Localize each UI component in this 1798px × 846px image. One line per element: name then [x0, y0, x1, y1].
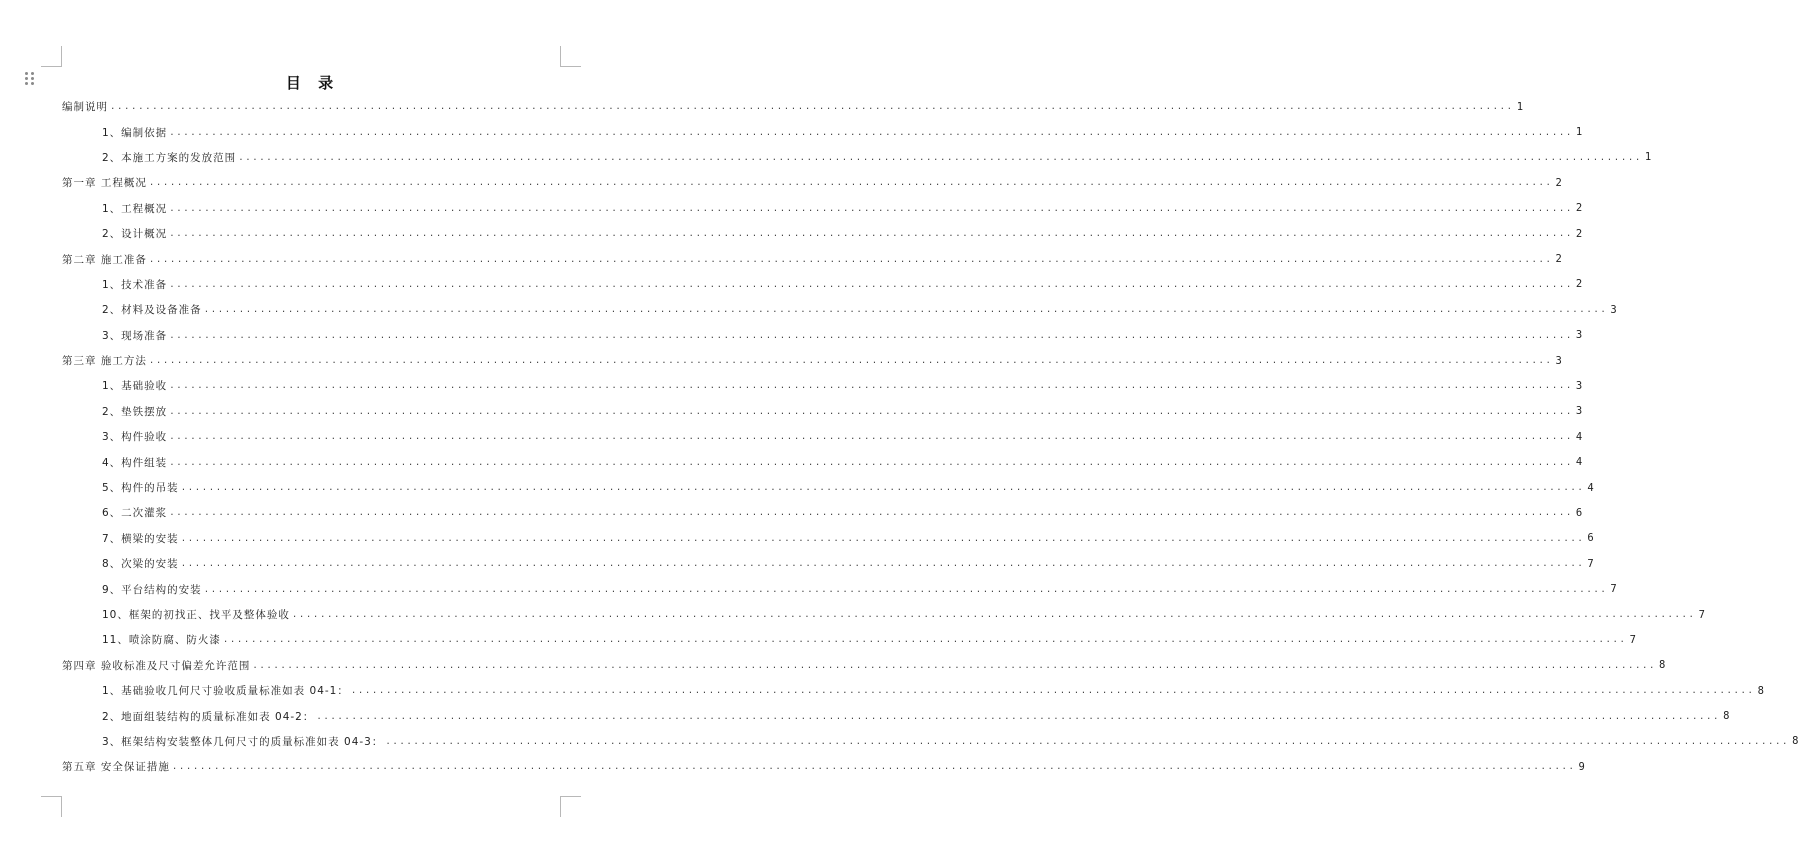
toc-entry[interactable] [62, 449, 1583, 474]
toc-page-number: 1 [1516, 100, 1524, 113]
toc-entry[interactable] [62, 145, 1652, 170]
toc-page-number: 3 [1575, 379, 1583, 392]
toc-entry-text: 3、框架结构安装整体几何尺寸的质量标准如表 04-3： [102, 735, 384, 748]
toc-entry[interactable] [62, 399, 1583, 424]
page-title: 目 录 [285, 74, 340, 92]
toc-page-number: 6 [1587, 532, 1594, 545]
toc-dot-leader: ........................................................................................................................................................................................................ [180, 559, 1585, 570]
toc-entry-text: 1、技术准备 [102, 278, 168, 291]
toc-entry-text: 2、地面组装结构的质量标准如表 04-2： [102, 710, 315, 723]
toc-entry-text: 1、编制依据 [102, 126, 168, 139]
toc-page-number: 4 [1575, 430, 1583, 443]
toc-entry-text: 6、二次灌浆 [102, 507, 168, 520]
toc-entry-text: 9、平台结构的安装 [102, 583, 202, 596]
toc-page-number: 3 [1555, 354, 1562, 367]
crop-mark-top-right [560, 46, 581, 67]
toc-page-number: 2 [1575, 227, 1583, 240]
toc-entry[interactable] [62, 323, 1583, 348]
toc-page-number: 1 [1575, 126, 1583, 139]
toc-dot-leader: ........................................................................................................................................................................................................ [169, 203, 1573, 214]
toc-entry[interactable] [62, 729, 1798, 754]
toc-dot-leader: ........................................................................................................................................................................................................ [252, 660, 1657, 671]
toc-page-number: 7 [1610, 583, 1617, 596]
toc-entry-text: 11、喷涂防腐、防火漆 [102, 634, 221, 647]
toc-entry[interactable] [62, 170, 1562, 195]
toc-page-number: 1 [1644, 151, 1652, 164]
toc-dot-leader: ........................................................................................................................................................................................................ [180, 483, 1585, 494]
toc-entry-text: 2、设计概况 [102, 228, 168, 241]
toc-entry-text: 1、工程概况 [102, 202, 168, 215]
toc-dot-leader: ........................................................................................................................................................................................................ [171, 762, 1576, 773]
toc-dot-leader: ........................................................................................................................................................................................................ [169, 229, 1573, 240]
toc-dot-leader: ........................................................................................................................................................................................................ [180, 533, 1585, 544]
toc-entry-text: 4、构件组装 [102, 456, 168, 469]
toc-entry-text: 3、现场准备 [102, 329, 168, 342]
toc-entry-text: 2、本施工方案的发放范围 [102, 151, 237, 164]
toc-page-number: 7 [1698, 608, 1705, 621]
toc-entry-text: 5、构件的吊装 [102, 482, 179, 495]
toc-dot-leader: ........................................................................................................................................................................................................ [169, 406, 1573, 417]
crop-mark-bottom-right [560, 796, 581, 817]
toc-entry-text: 编制说明 [62, 101, 108, 114]
toc-entry[interactable] [62, 754, 1585, 779]
toc-entry-text: 第四章 验收标准及尺寸偏差允许范围 [62, 659, 251, 672]
toc-entry-text: 3、构件验收 [102, 431, 168, 444]
toc-entry[interactable] [62, 627, 1636, 652]
toc-page-number: 4 [1575, 456, 1583, 469]
toc-dot-leader: ........................................................................................................................................................................................................ [350, 686, 1755, 697]
toc-dot-leader: ........................................................................................................................................................................................................ [169, 381, 1573, 392]
toc-page-number: 6 [1575, 506, 1583, 519]
toc-dot-leader: ........................................................................................................................................................................................................ [169, 457, 1573, 468]
toc-page-number: 8 [1723, 710, 1730, 723]
toc-dot-leader: ........................................................................................................................................................................................................ [110, 102, 1514, 113]
toc-entry-text: 7、横梁的安装 [102, 532, 179, 545]
toc-entry[interactable] [62, 94, 1524, 119]
toc-entry[interactable] [62, 424, 1583, 449]
toc-entry[interactable] [62, 703, 1730, 728]
toc-dot-leader: ........................................................................................................................................................................................................ [169, 127, 1573, 138]
toc-entry[interactable] [62, 196, 1583, 221]
toc-page-number: 3 [1610, 303, 1617, 316]
toc-page-number: 2 [1555, 253, 1562, 266]
toc-entry-text: 2、垫铁摆放 [102, 405, 168, 418]
toc-entry[interactable] [62, 576, 1617, 601]
toc-entry-text: 2、材料及设备准备 [102, 304, 202, 317]
toc-page-number: 8 [1659, 659, 1666, 672]
toc-dot-leader: ........................................................................................................................................................................................................ [385, 736, 1790, 747]
toc-dot-leader: ........................................................................................................................................................................................................ [316, 711, 1721, 722]
toc-entry-text: 第五章 安全保证措施 [62, 761, 170, 774]
crop-mark-bottom-left [41, 796, 62, 817]
toc-entry[interactable] [62, 551, 1594, 576]
toc-entry-text: 1、基础验收几何尺寸验收质量标准如表 04-1： [102, 685, 349, 698]
toc-entry[interactable] [62, 500, 1583, 525]
toc-entry[interactable] [62, 272, 1583, 297]
toc-entry[interactable] [62, 602, 1705, 627]
toc-dot-leader: ........................................................................................................................................................................................................ [148, 178, 1553, 189]
toc-entry[interactable] [62, 678, 1764, 703]
toc-page-number: 8 [1757, 684, 1764, 697]
toc-entry-text: 第三章 施工方法 [62, 355, 147, 368]
toc-dot-leader: ........................................................................................................................................................................................................ [203, 305, 1608, 316]
toc-entry[interactable] [62, 246, 1562, 271]
toc-page-number: 2 [1575, 202, 1583, 215]
toc-page-number: 7 [1629, 633, 1636, 646]
toc-dot-leader: ........................................................................................................................................................................................................ [169, 330, 1573, 341]
toc-entry[interactable] [62, 348, 1562, 373]
toc-dot-leader: ........................................................................................................................................................................................................ [291, 610, 1696, 620]
crop-mark-top-left [41, 46, 62, 67]
toc-page-number: 9 [1578, 760, 1585, 773]
toc-entry[interactable] [62, 297, 1617, 322]
toc-entry[interactable] [62, 119, 1583, 144]
toc-page-number: 3 [1575, 329, 1583, 342]
toc-entry-text: 10、框架的初找正、找平及整体验收 [102, 609, 290, 621]
toc-entry[interactable] [62, 221, 1583, 246]
toc-dot-leader: ........................................................................................................................................................................................................ [222, 635, 1627, 646]
toc-dot-leader: ........................................................................................................................................................................................................ [169, 508, 1573, 519]
toc-dot-leader: ........................................................................................................................................................................................................ [203, 584, 1608, 595]
toc-dot-leader: ........................................................................................................................................................................................................ [169, 432, 1573, 443]
toc-dot-leader: ........................................................................................................................................................................................................ [169, 279, 1573, 290]
toc-entry-text: 第二章 施工准备 [62, 253, 147, 266]
toc-entry[interactable] [62, 373, 1583, 398]
toc-dot-leader: ........................................................................................................................................................................................................ [148, 356, 1553, 367]
toc-entry-text: 8、次梁的安装 [102, 558, 179, 571]
table-of-contents [62, 94, 1798, 780]
toc-page-number: 2 [1575, 278, 1583, 291]
toc-entry[interactable] [62, 475, 1594, 500]
toc-dot-leader: ........................................................................................................................................................................................................ [148, 254, 1553, 265]
toc-entry[interactable] [62, 526, 1594, 551]
toc-entry-text: 第一章 工程概况 [62, 177, 147, 190]
toc-page-number: 4 [1587, 481, 1594, 494]
toc-entry[interactable] [62, 653, 1666, 678]
toc-page-number: 3 [1575, 405, 1583, 418]
toc-dot-leader: ........................................................................................................................................................................................................ [238, 152, 1642, 163]
toc-entry-text: 1、基础验收 [102, 380, 168, 393]
toc-page-number: 2 [1555, 176, 1562, 189]
toc-page-number: 8 [1792, 735, 1798, 748]
toc-page-number: 7 [1587, 557, 1594, 570]
